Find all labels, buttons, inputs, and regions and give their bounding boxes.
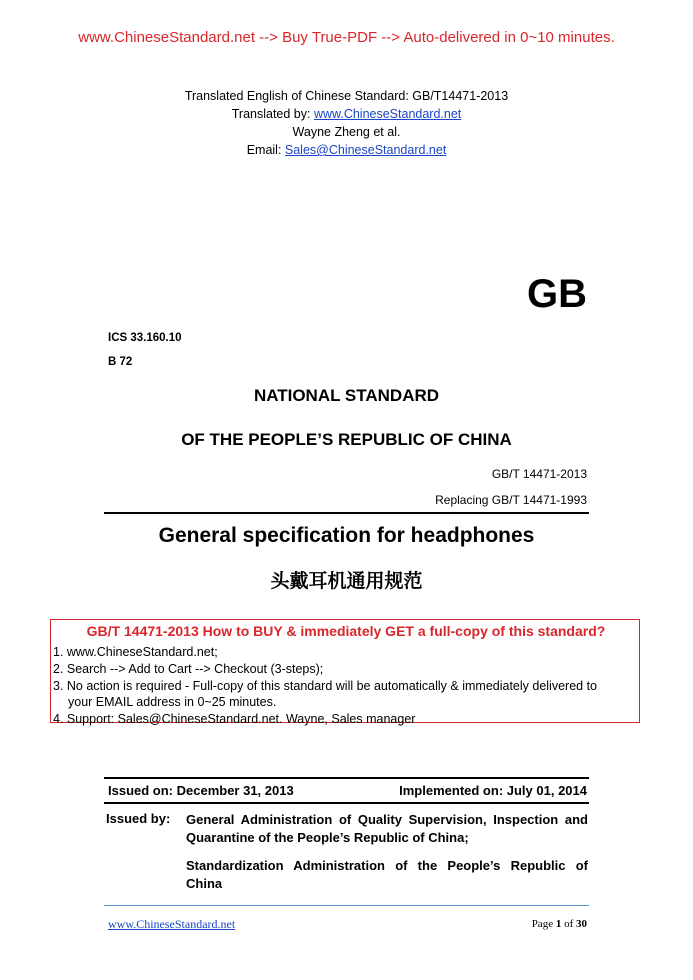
translator-line: Wayne Zheng et al. — [292, 125, 401, 139]
issued-on-date: Issued on: December 31, 2013 — [108, 783, 294, 798]
issue-top-rule — [104, 777, 589, 779]
issuer-sac: Standardization Administration of the People’s Republic of China — [186, 858, 588, 891]
translation-source-line: Translated English of Chinese Standard: GB/T14471-2013 — [184, 89, 509, 103]
email-line — [0, 143, 693, 157]
document-title-en: General specification for headphones — [158, 524, 535, 547]
issue-bottom-rule — [104, 802, 589, 804]
footer-divider — [104, 905, 589, 906]
ics-code: ICS 33.160.10 — [108, 332, 182, 344]
national-standard-subtitle: OF THE PEOPLE’S REPUBLIC OF CHINA — [181, 430, 512, 449]
document-title-cn: 头戴耳机通用规范 — [270, 570, 423, 592]
purchase-step-4: 4. Support: Sales@ChineseStandard.net. Wayne, Sales manager — [53, 712, 416, 726]
page-total: 30 — [576, 918, 587, 930]
issuer-gaqsiq: General Administration of Quality Supervision, Inspection and Quarantine of the People’s Republic of China; — [186, 812, 588, 845]
issued-by-label: Issued by: — [106, 811, 171, 826]
purchase-step-3-continued: your EMAIL address in 0~25 minutes. — [68, 695, 277, 709]
translated-by-line — [0, 107, 693, 121]
replacing-standard: Replacing GB/T 14471-1993 — [435, 493, 587, 507]
purchase-step-3: 3. No action is required - Full-copy of this standard will be automatically & immediately delivered to — [53, 679, 597, 693]
translated-by-label: Translated by: — [231, 107, 314, 121]
purchase-step-2: 2. Search --> Add to Cart --> Checkout (3-steps); — [53, 662, 324, 676]
top-banner: www.ChineseStandard.net --> Buy True-PDF --> Auto-delivered in 0~10 minutes. — [78, 29, 615, 46]
email-link[interactable]: Sales@ChineseStandard.net — [284, 143, 447, 157]
header-divider — [104, 512, 589, 514]
page-prefix: Page — [531, 918, 556, 930]
purchase-info-box — [50, 619, 640, 726]
translated-by-link[interactable]: www.ChineseStandard.net — [313, 107, 462, 121]
purchase-heading: GB/T 14471-2013 How to BUY & immediately GET a full-copy of this standard? — [86, 623, 606, 639]
page-current: 1 — [555, 918, 562, 930]
gb-mark: GB — [527, 272, 587, 316]
national-standard-title: NATIONAL STANDARD — [253, 386, 440, 405]
page-number — [532, 918, 587, 930]
footer-website-link[interactable]: www.ChineseStandard.net — [108, 917, 236, 931]
page-of: of — [561, 918, 576, 930]
ccs-code: B 72 — [108, 356, 133, 368]
email-label: Email: — [246, 143, 285, 157]
standard-number: GB/T 14471-2013 — [491, 467, 587, 481]
implemented-on-date: Implemented on: July 01, 2014 — [399, 783, 587, 798]
purchase-step-1: 1. www.ChineseStandard.net; — [53, 645, 218, 659]
